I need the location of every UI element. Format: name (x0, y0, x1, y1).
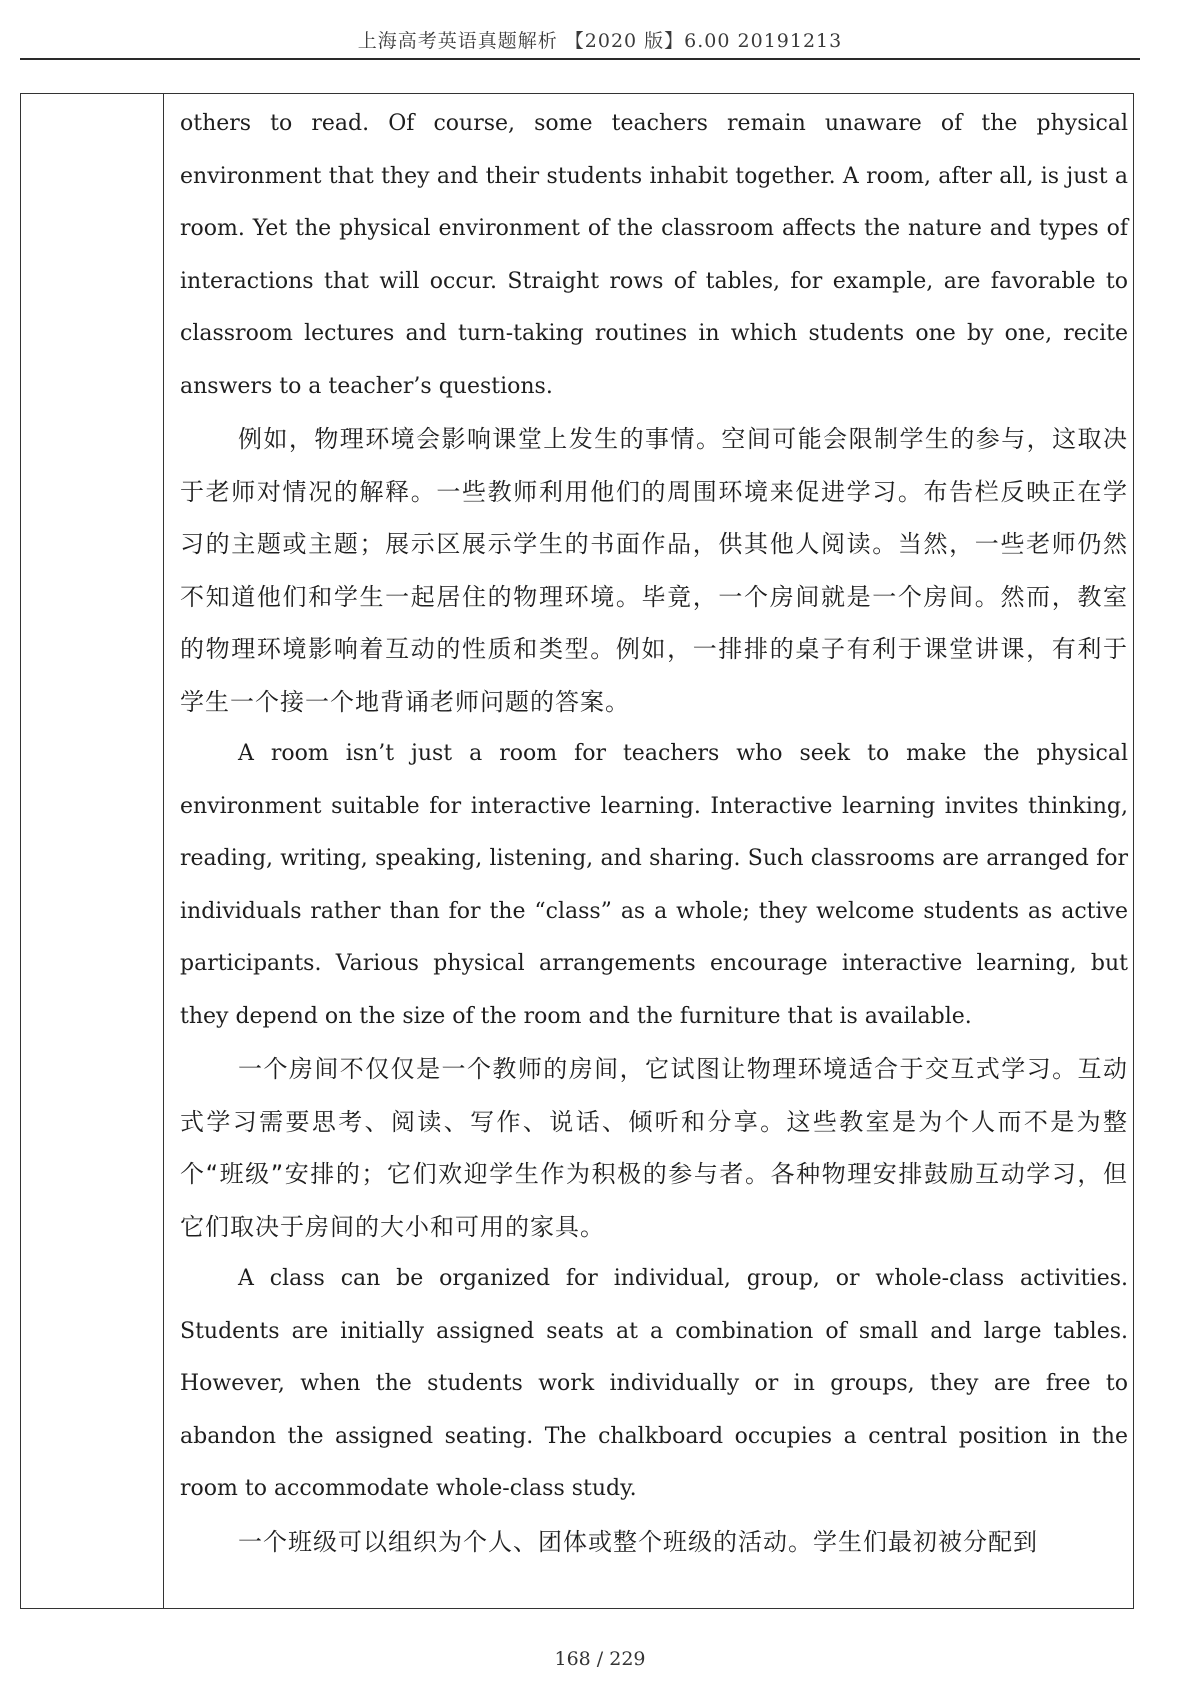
paragraph-en-1: others to read. Of course, some teachers remain unaware of the physical environment that they and their students inhabit together. A room, after all, is just a room. Yet the physical environment of the classroom affects the nature and types of interactions that will occur. Straight rows of tables, for example, are favorable to classroom lectures and turn-taking routines in which students one by one, recite answers to a teacher’s questions. (180, 111, 1128, 399)
paragraph-zh-1: 例如，物理环境会影响课堂上发生的事情。空间可能会限制学生的参与，这取决于老师对情况的解释。一些教师利用他们的周围环境来促进学习。布告栏反映正在学习的主题或主题；展示区展示学生的书面作品，供其他人阅读。当然，一些老师仍然不知道他们和学生一起居住的物理环境。毕竟，一个房间就是一个房间。然而，教室的物理环境影响着互动的性质和类型。例如，一排排的桌子有利于课堂讲课，有利于学生一个接一个地背诵老师问题的答案。 (180, 425, 1128, 716)
paragraph-en-2: A room isn’t just a room for teachers who seek to make the physical environment suitable for interactive learning. Interactive learning invites thinking, reading, writing, speaking, listening, and sharing. Such classrooms are arranged for individuals rather than for the “class” as a whole; they welcome students as active participants. Various physical arrangements encourage interactive learning, but they depend on the size of the room and the furniture that is available. (180, 741, 1128, 1029)
table-column-divider (163, 93, 164, 1609)
paragraph-en-3: A class can be organized for individual, group, or whole-class activities. Students are initially assigned seats at a combination of small and large tables. However, when the students work individually or in groups, they are free to abandon the assigned seating. The chalkboard occupies a central position in the room to accommodate whole-class study. (180, 1266, 1128, 1501)
paragraph-zh-2: 一个房间不仅仅是一个教师的房间，它试图让物理环境适合于交互式学习。互动式学习需要思考、阅读、写作、说话、倾听和分享。这些教室是为个人而不是为整个“班级”安排的；它们欢迎学生作为积极的参与者。各种物理安排鼓励互动学习，但它们取决于房间的大小和可用的家具。 (180, 1055, 1128, 1241)
page-number: 168 / 229 (554, 1648, 646, 1670)
content-cell (180, 98, 1128, 1568)
page-header: 上海高考英语真题解析 【2020 版】6.00 20191213 (357, 30, 843, 52)
header-rule (20, 58, 1140, 60)
paragraph-zh-3: 一个班级可以组织为个人、团体或整个班级的活动。学生们最初被分配到 (238, 1527, 1038, 1556)
